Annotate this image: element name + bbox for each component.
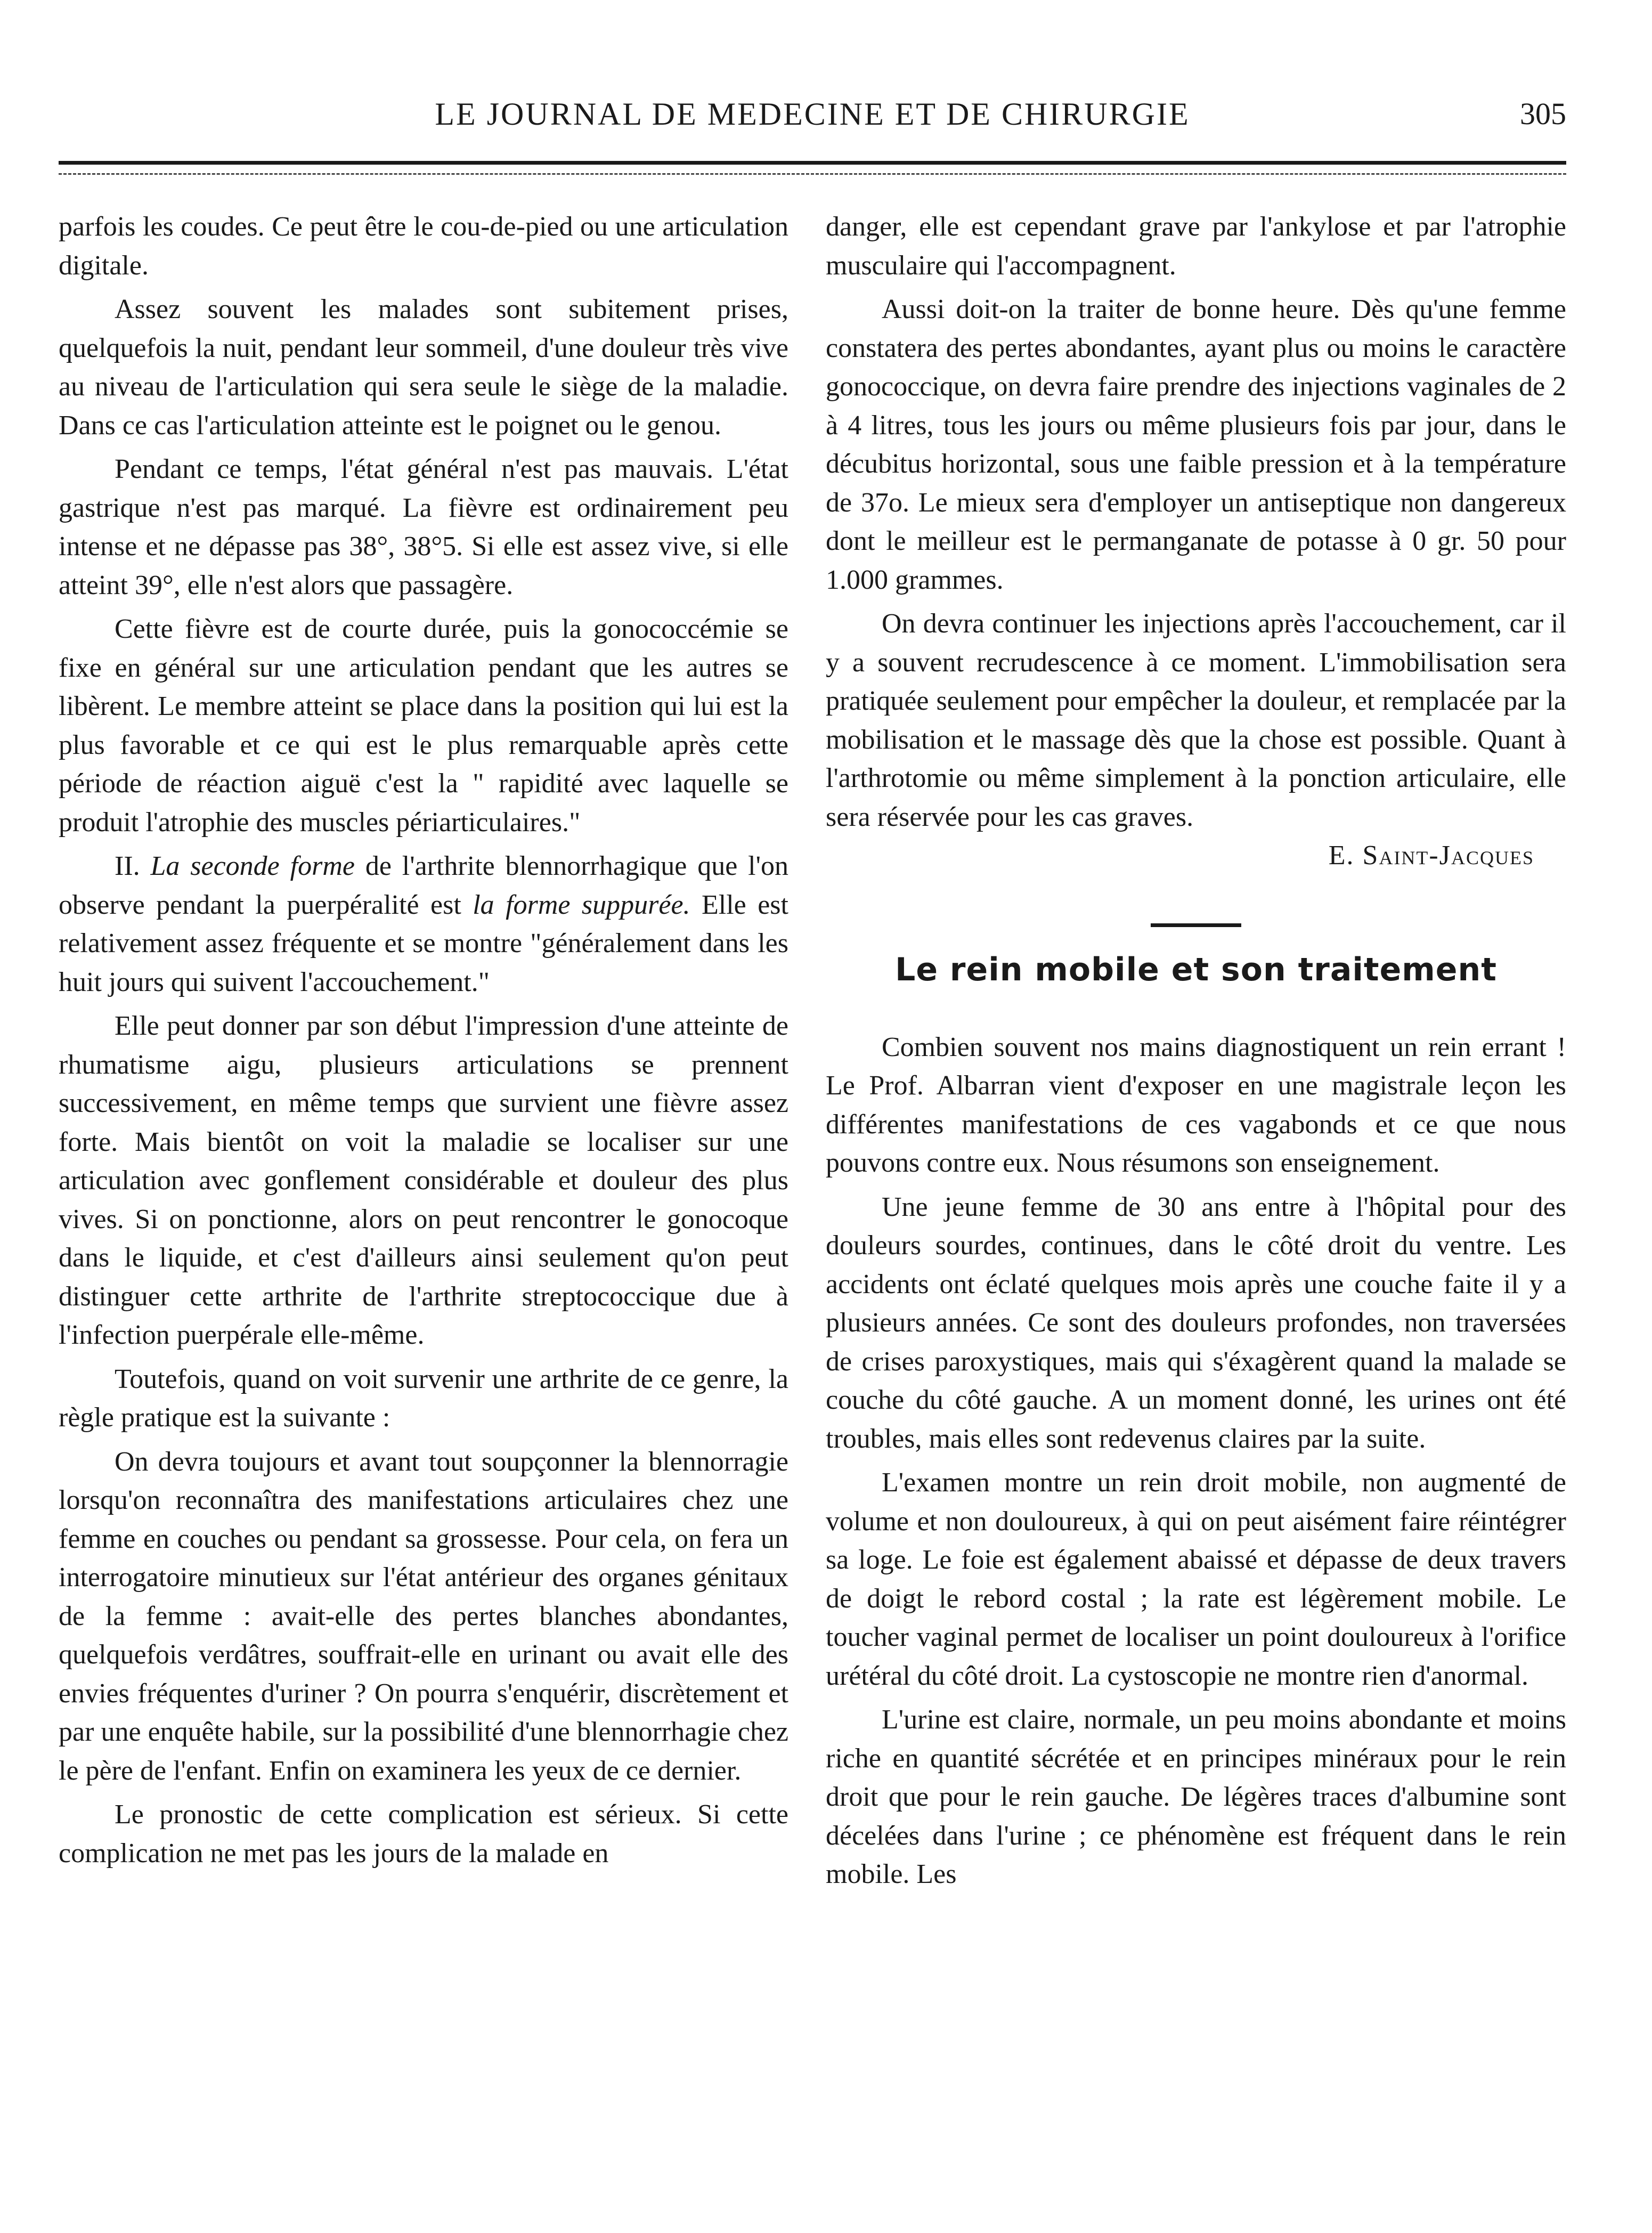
emphasis: La seconde forme <box>150 851 355 881</box>
paragraph: Une jeune femme de 30 ans entre à l'hôpital pour des douleurs sourdes, continues, dans le côté droit du ventre. Les accidents ont éclaté quelques mois après une couche faite il y a plusieurs années. Ce sont des douleurs profondes, non traversées de crises paroxystiques, mais qui s'éxagèrent quand la malade se couche du côté gauche. A un moment donné, les urines ont été troubles, mais elles sont redevenus claires par la suite. <box>826 1191 1566 1454</box>
page-number: 305 <box>1520 96 1566 131</box>
article-title: Le rein mobile et son traitement <box>895 951 1497 988</box>
paragraph: Elle peut donner par son début l'impression d'une atteinte de rhumatisme aigu, plusieurs articulations se prennent successivement, en même temps que survient une fièvre assez forte. Mais bientôt on voit la maladie se localiser sur une articulation avec gonflement considérable et douleur des plus vives. Si on ponctionne, alors on peut rencontrer le gonocoque dans le liquide, et c'est d'ailleurs ainsi seulement qu'on peut distinguer cette arthrite de l'arthrite streptococcique due à l'infection puerpérale elle-même. <box>59 1011 788 1350</box>
paragraph: L'urine est claire, normale, un peu moins abondante et moins riche en quantité sécrétée et en principes minéraux pour le rein droit que pour le rein gauche. De légères traces d'albumine sont décelées dans l'urine ; ce phénomène est fréquent dans le rein mobile. Les <box>826 1704 1566 1889</box>
text-run: II. <box>115 851 151 881</box>
header-rule-thick <box>59 161 1566 165</box>
author-signature: E. Saint-Jacques <box>1328 840 1534 871</box>
paragraph: Assez souvent les malades sont subitement prises, quelquefois la nuit, pendant leur sommeil, d'une douleur très vive au niveau de l'articulation qui sera seule le siège de la maladie. Dans ce cas l'articulation atteinte est le poignet ou le genou. <box>59 294 788 441</box>
left-column <box>59 208 788 1873</box>
emphasis: la forme suppurée. <box>473 889 690 920</box>
paragraph <box>59 847 788 1002</box>
right-column <box>826 208 1566 1894</box>
paragraph: parfois les coudes. Ce peut être le cou-de-pied ou une articulation digitale. <box>59 212 788 281</box>
paragraph: Aussi doit-on la traiter de bonne heure. Dès qu'une femme constatera des pertes abondantes, ayant plus ou moins le caractère gonococcique, on devra faire prendre des injections vaginales de 2 à 4 litres, tous les jours ou même plusieurs fois par jour, dans le décubitus horizontal, sous une faible pression et à la température de 37o. Le mieux sera d'employer un antiseptique non dangereux dont le meilleur est le permanganate de potasse à 0 gr. 50 pour 1.000 grammes. <box>826 294 1566 595</box>
paragraph: Toutefois, quand on voit survenir une arthrite de ce genre, la règle pratique est la suivante : <box>59 1363 788 1433</box>
paragraph: danger, elle est cependant grave par l'ankylose et par l'atrophie musculaire qui l'accompagnent. <box>826 212 1566 281</box>
paragraph: Cette fièvre est de courte durée, puis la gonococcémie se fixe en général sur une articulation pendant que les autres se libèrent. Le membre atteint se place dans la position qui lui est la plus favorable et ce qui est le plus remarquable après cette période de réaction aiguë c'est la " rapidité avec laquelle se produit l'atrophie des muscles périarticulaires." <box>59 614 788 838</box>
paragraph: Pendant ce temps, l'état général n'est pas mauvais. L'état gastrique n'est pas marqué. La fièvre est ordinairement peu intense et ne dépasse pas 38°, 38°5. Si elle est assez vive, si elle atteint 39°, elle n'est alors que passagère. <box>59 454 788 600</box>
header-rule-thin <box>59 173 1566 175</box>
text-run: Elle est relativement assez fréquente et se montre "généralement dans les huit jours qui suivent l'accouchement." <box>59 889 788 997</box>
running-title: LE JOURNAL DE MEDECINE ET DE CHIRURGIE <box>435 96 1190 132</box>
text-run: de l'arthrite blennorrhagique que l'on observe pendant la puerpéralité est <box>59 851 788 920</box>
paragraph: Le pronostic de cette complication est sérieux. Si cette complication ne met pas les jours de la malade en <box>59 1799 788 1869</box>
page-header <box>59 96 1566 139</box>
paragraph: On devra continuer les injections après l'accouchement, car il y a souvent recrudescence à ce moment. L'immobilisation sera pratiquée seulement pour empêcher la douleur, et remplacée par la mobilisation et le massage dès que la chose est possible. Quant à l'arthrotomie ou même simplement à la ponction articulaire, elle sera réservée pour les cas graves. <box>826 608 1566 832</box>
paragraph: On devra toujours et avant tout soupçonner la blennorragie lorsqu'on reconnaîtra des manifestations articulaires chez une femme en couches ou pendant sa grossesse. Pour cela, on fera un interrogatoire minutieux sur l'état antérieur des organes génitaux de la femme : avait-elle des pertes blanches abondantes, quelquefois verdâtres, souffrait-elle en urinant ou avait elle des envies fréquentes d'uriner ? On pourra s'enquérir, discrètement et par une enquête habile, sur la possibilité d'une blennorrhagie chez le père de l'enfant. Enfin on examinera les yeux de ce dernier. <box>59 1446 788 1786</box>
section-separator <box>1151 923 1241 927</box>
paragraph: Combien souvent nos mains diagnostiquent un rein errant ! Le Prof. Albarran vient d'exposer en une magistrale leçon les différentes manifestations de ces vagabonds et ce que nous pouvons contre eux. Nous résumons son enseignement. <box>826 1032 1566 1178</box>
paragraph: L'examen montre un rein droit mobile, non augmenté de volume et non douloureux, à qui on peut aisément faire réintégrer sa loge. Le foie est également abaissé et dépasse de deux travers de doigt le rebord costal ; la rate est légèrement mobile. Le toucher vaginal permet de localiser un point douloureux à l'orifice urétéral du côté droit. La cystoscopie ne montre rien d'anormal. <box>826 1467 1566 1691</box>
